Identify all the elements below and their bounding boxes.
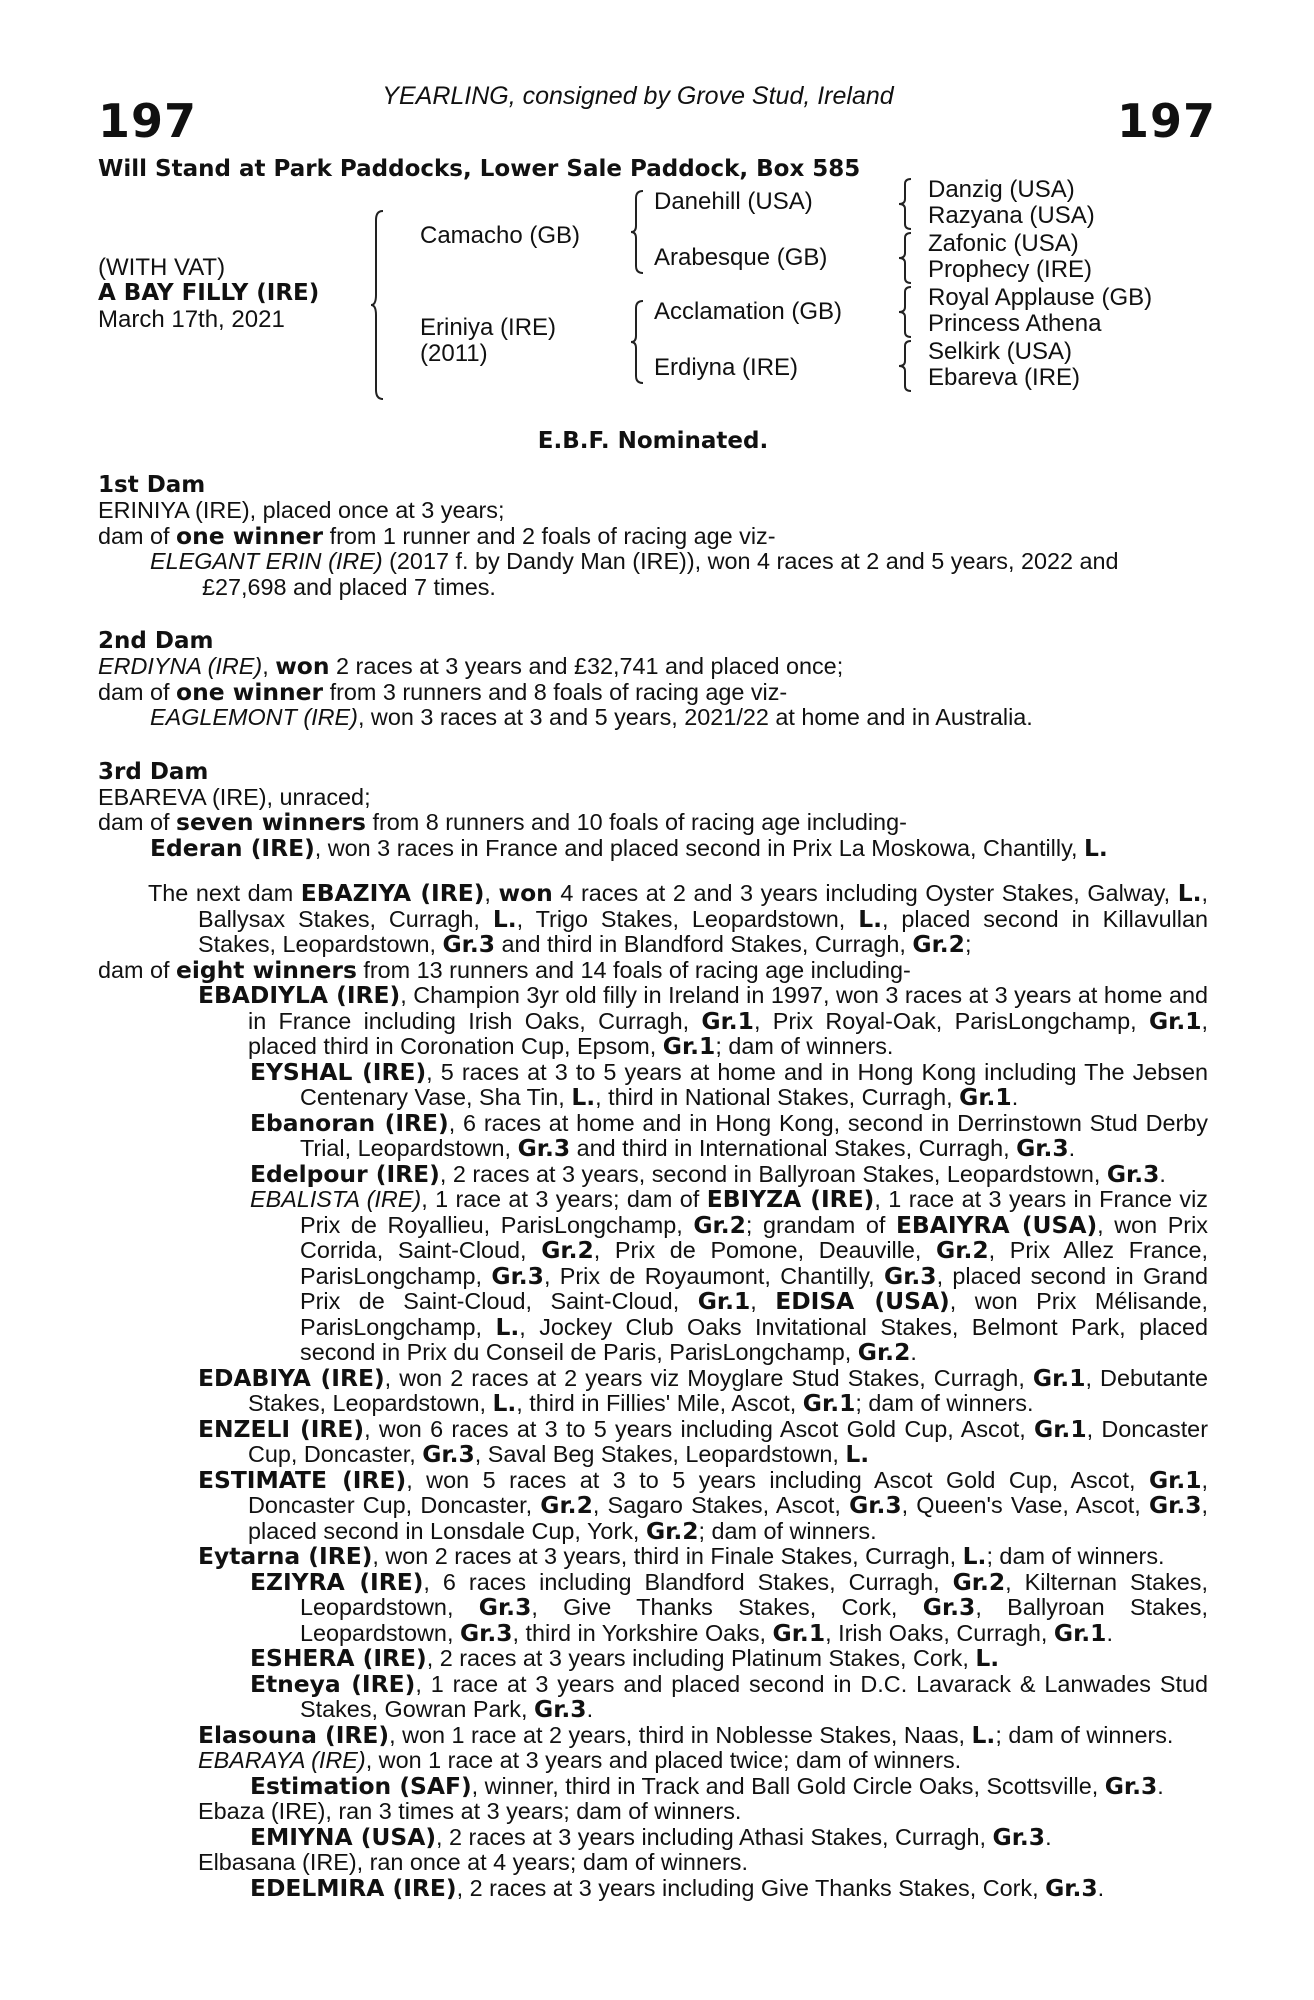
ds-sire: Royal Applause (GB) <box>928 284 1153 311</box>
brace-icon <box>898 178 912 230</box>
brace-icon <box>630 190 644 274</box>
produce-entry: Edelpour (IRE), 2 races at 3 years, second in Ballyroan Stakes, Leopardstown, Gr.3. <box>250 1159 1166 1188</box>
brace-icon <box>630 300 644 384</box>
ss-dam: Razyana (USA) <box>928 202 1095 229</box>
produce-entry: EAGLEMONT (IRE), won 3 races at 3 and 5 years, 2021/22 at home and in Australia. <box>150 704 1033 730</box>
consignment-line: YEARLING, consigned by Grove Stud, Ireland <box>382 82 894 110</box>
dam-sire: Acclamation (GB) <box>654 298 843 325</box>
dam-year: (2011) <box>420 340 488 367</box>
produce-entry-cont: £27,698 and placed 7 times. <box>202 573 496 600</box>
foaling-date: March 17th, 2021 <box>98 306 285 333</box>
brace-icon <box>898 286 912 338</box>
sd-dam: Prophecy (IRE) <box>928 256 1093 283</box>
vat-note: (WITH VAT) <box>98 254 226 281</box>
produce-entry: Elbasana (IRE), ran once at 4 years; dam of winners. <box>198 1849 748 1875</box>
sire-dam: Arabesque (GB) <box>654 244 828 271</box>
brace-icon <box>898 232 912 284</box>
dam-dam: Erdiyna (IRE) <box>654 354 799 381</box>
produce-entry: Eytarna (IRE), won 2 races at 3 years, third in Finale Stakes, Curragh, L.; dam of winners. <box>198 1542 1165 1570</box>
dd-sire: Selkirk (USA) <box>928 338 1073 365</box>
first-dam-line: ERINIYA (IRE), placed once at 3 years; <box>98 497 505 523</box>
horse-name: A BAY FILLY (IRE) <box>98 280 320 306</box>
produce-entry: EBALISTA (IRE), 1 race at 3 years; dam of EBIYZA (IRE), 1 race at 3 years in France viz Prix de Royallieu, ParisLongchamp, Gr.2; grandam of EBAIYRA (USA), won Prix Corrida, Saint-Cloud, Gr.2, Prix de Pomone, Deauville, Gr.2, Prix Allez France, ParisLongchamp, Gr.3, Prix de Royaumont, Chantilly, Gr.3, placed second in Grand Prix de Saint-Cloud, Saint-Cloud, Gr.1, EDISA (USA), won Prix Mélisande, ParisLongchamp, L., Jockey Club Oaks Invitational Stakes, Belmont Park, placed second in Prix du Conseil de Paris, ParisLongchamp, Gr.2. <box>250 1185 1209 1366</box>
produce-entry: Elasouna (IRE), won 1 race at 2 years, third in Noblesse Stakes, Naas, L.; dam of winners. <box>198 1720 1174 1749</box>
third-dam-line: EBAREVA (IRE), unraced; <box>98 783 371 810</box>
brace-icon <box>898 340 912 392</box>
produce-entry: EBADIYLA (IRE), Champion 3yr old filly in Ireland in 1997, won 3 races at 3 years at home and in France including Irish Oaks, Curragh, Gr.1, Prix Royal-Oak, ParisLongchamp, Gr.1, placed third in Coronation Cup, Epsom, Gr.1; dam of winners. <box>198 981 1208 1060</box>
sire: Camacho (GB) <box>420 222 581 249</box>
lot-number-left: 197 <box>98 94 198 148</box>
produce-entry: EZIYRA (IRE), 6 races including Blandford Stakes, Curragh, Gr.2, Kilternan Stakes, Leopardstown, Gr.3, Give Thanks Stakes, Cork, Gr.3, Ballyroan Stakes, Leopardstown, Gr.3, third in Yorkshire Oaks, Gr.1, Irish Oaks, Curragh, Gr.1. <box>250 1567 1208 1647</box>
produce-entry: Estimation (SAF), winner, third in Track and Ball Gold Circle Oaks, Scottsville, Gr.3. <box>250 1771 1164 1800</box>
produce-entry: EDABIYA (IRE), won 2 races at 2 years viz Moyglare Stud Stakes, Curragh, Gr.1, Debutante Stakes, Leopardstown, L., third in Fillies' Mile, Ascot, Gr.1; dam of winners. <box>198 1363 1208 1417</box>
sd-sire: Zafonic (USA) <box>928 230 1079 257</box>
lot-number-right: 197 <box>1116 94 1216 148</box>
dam-name: Eriniya (IRE) <box>420 314 557 341</box>
produce-entry: ESTIMATE (IRE), won 5 races at 3 to 5 years including Ascot Gold Cup, Ascot, Gr.1, Doncaster Cup, Doncaster, Gr.2, Sagaro Stakes, Ascot, Gr.3, Queen's Vase, Ascot, Gr.3, placed second in Lonsdale Cup, York, Gr.2; dam of winners. <box>198 1465 1208 1545</box>
ebf-nominated: E.B.F. Nominated. <box>537 428 769 454</box>
next-dam-produce-line: dam of eight winners from 13 runners and 14 foals of racing age including- <box>98 955 911 984</box>
second-dam-line: ERDIYNA (IRE), won 2 races at 3 years and £32,741 and placed once; <box>98 652 844 680</box>
produce-entry: ENZELI (IRE), won 6 races at 3 to 5 years including Ascot Gold Cup, Ascot, Gr.1, Doncaster Cup, Doncaster, Gr.3, Saval Beg Stakes, Leopardstown, L. <box>198 1414 1208 1468</box>
produce-entry: ESHERA (IRE), 2 races at 3 years including Platinum Stakes, Cork, L. <box>250 1644 1000 1672</box>
produce-entry: Ebanoran (IRE), 6 races at home and in Hong Kong, second in Derrinstown Stud Derby Trial, Leopardstown, Gr.3 and third in International Stakes, Curragh, Gr.3. <box>250 1108 1208 1162</box>
ds-dam: Princess Athena <box>928 310 1102 337</box>
brace-icon <box>370 210 384 400</box>
second-dam-heading: 2nd Dam <box>98 628 214 654</box>
produce-entry: EBARAYA (IRE), won 1 race at 3 years and placed twice; dam of winners. <box>198 1747 962 1773</box>
second-dam-produce-line: dam of one winner from 3 runners and 8 foals of racing age viz- <box>98 677 788 706</box>
produce-entry: EYSHAL (IRE), 5 races at 3 to 5 years at home and in Hong Kong including The Jebsen Centenary Vase, Sha Tin, L., third in National Stakes, Curragh, Gr.1. <box>250 1057 1208 1111</box>
produce-entry: Ebaza (IRE), ran 3 times at 3 years; dam of winners. <box>198 1798 742 1824</box>
first-dam-produce-line: dam of one winner from 1 runner and 2 foals of racing age viz- <box>98 521 776 550</box>
next-dam-paragraph: The next dam EBAZIYA (IRE), won 4 races at 2 and 3 years including Oyster Stakes, Galway, L., Ballysax Stakes, Curragh, L., Trigo Stakes, Leopardstown, L., placed second in Killavullan Stakes, Leopardstown, Gr.3 and third in Blandford Stakes, Curragh, Gr.2; <box>148 879 1208 958</box>
produce-entry: ELEGANT ERIN (IRE) (2017 f. by Dandy Man (IRE)), won 4 races at 2 and 5 years, 2022 and <box>150 548 1119 574</box>
stand-location: Will Stand at Park Paddocks, Lower Sale Paddock, Box 585 <box>98 156 861 182</box>
first-dam-heading: 1st Dam <box>98 472 206 498</box>
produce-entry: EDELMIRA (IRE), 2 races at 3 years including Give Thanks Stakes, Cork, Gr.3. <box>250 1873 1105 1902</box>
ss-sire: Danzig (USA) <box>928 176 1075 203</box>
pedigree-table <box>98 176 1208 422</box>
third-dam-heading: 3rd Dam <box>98 758 209 785</box>
third-dam-produce-line: dam of seven winners from 8 runners and 10 foals of racing age including- <box>98 808 907 836</box>
dd-dam: Ebareva (IRE) <box>928 364 1081 391</box>
produce-entry: Etneya (IRE), 1 race at 3 years and placed second in D.C. Lavarack & Lanwades Stud Stakes, Gowran Park, Gr.3. <box>250 1669 1208 1723</box>
sire-sire: Danehill (USA) <box>654 188 813 215</box>
produce-entry: EMIYNA (USA), 2 races at 3 years including Athasi Stakes, Curragh, Gr.3. <box>250 1822 1052 1851</box>
catalogue-page <box>98 82 1216 1902</box>
produce-entry: Ederan (IRE), won 3 races in France and placed second in Prix La Moskowa, Chantilly, L. <box>150 833 1108 862</box>
